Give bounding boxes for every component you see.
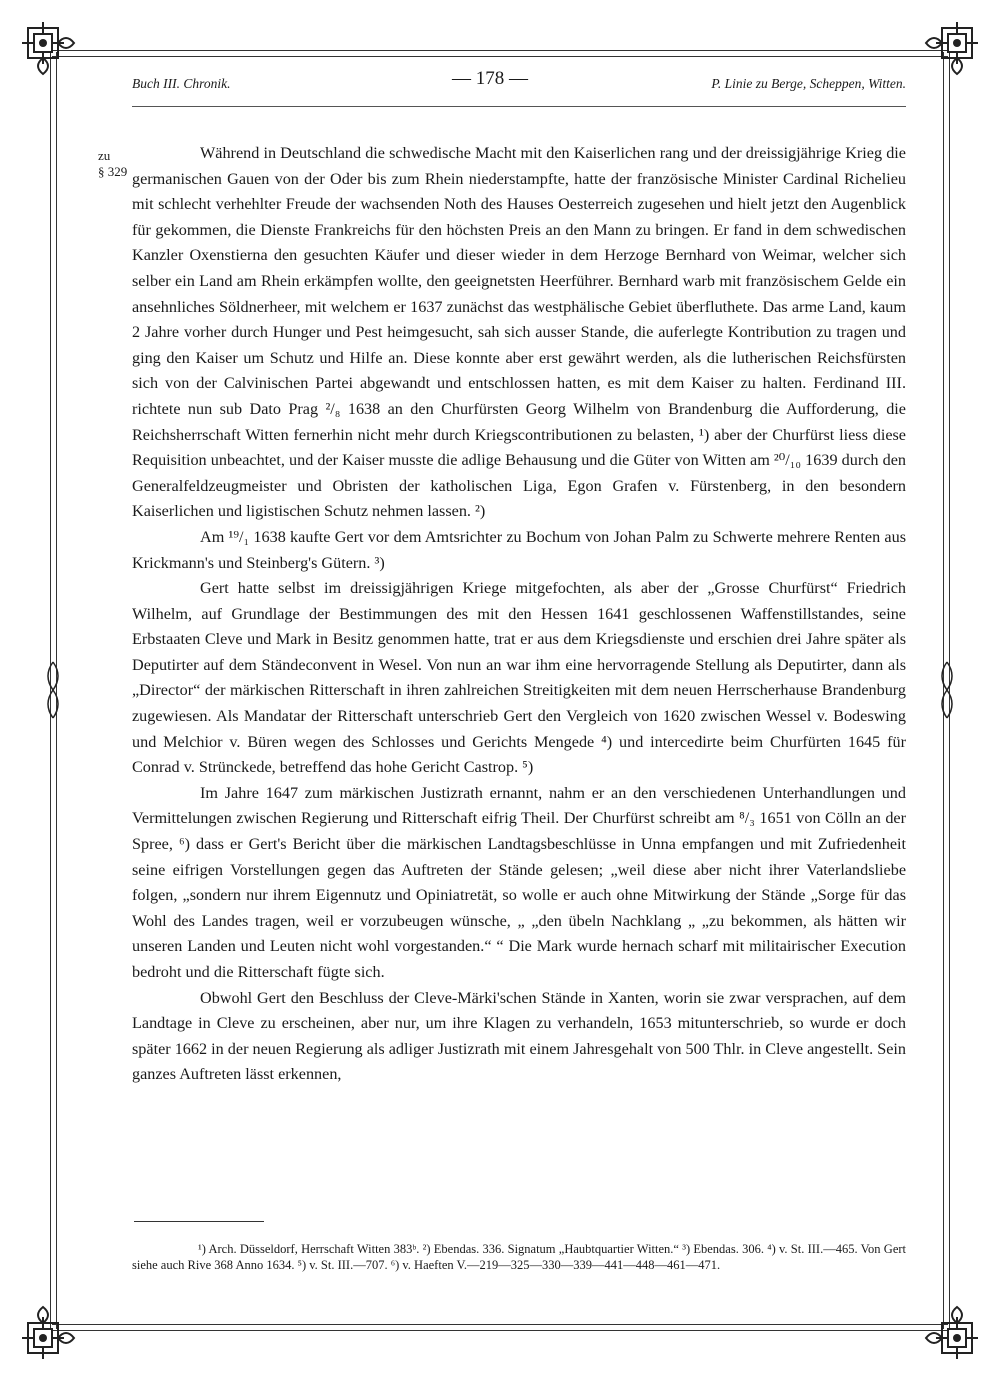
side-ornament-icon <box>934 660 960 720</box>
body-text <box>132 141 906 1088</box>
corner-ornament-icon <box>20 1291 90 1361</box>
header-book-title: Buch III. Chronik. <box>132 76 231 91</box>
header-rule <box>132 106 906 107</box>
paragraph: Gert hatte selbst im dreissigjährigen Kriege mitgefochten, als aber der „Grosse Churfürst“ Friedrich Wilhelm, auf Grundlage der Bestimmungen des mit den Hessen 1641 geschlossenen Waffenstillstandes, seine Erbstaaten Cleve und Mark in Besitz genommen hatte, trat er aus dem Kriegsdienste und erschien drei Jahre später als Deputirter auf dem Ständeconvent in Wesel. Von nun an war ihm eine hervorragende Stellung als Deputirter, dann als „Director“ der märkischen Ritterschaft in ihren zahlreichen Streitigkeiten mit dem neuen Herrscherhause Brandenburg zugewiesen. Als Mandatar der Ritterschaft unterschrieb Gert den Vergleich von 1620 zwischen Wessel v. Bodeswing und Melchior v. Büren wegen des Schlosses und Gerichts Mengede ⁴) und intercedirte beim Churfürten 1645 für Conrad v. Strünckede, betreffend das hohe Gericht Castrop. ⁵) <box>132 579 906 777</box>
frame-line-top-outer <box>52 50 948 51</box>
header-section-title: P. Linie zu Berge, Scheppen, Witten. <box>711 76 906 91</box>
side-ornament-icon <box>40 660 66 720</box>
running-header <box>132 66 906 98</box>
paragraph: Am ¹⁹/₁ 1638 kaufte Gert vor dem Amtsrichter zu Bochum von Johan Palm zu Schwerte mehrere Renten aus Krickmann's und Steinberg's Gütern. ³) <box>132 527 906 572</box>
footnotes <box>132 1242 906 1273</box>
corner-ornament-icon <box>910 20 980 90</box>
corner-ornament-icon <box>910 1291 980 1361</box>
margin-note <box>98 148 127 180</box>
margin-note-line: § 329 <box>98 164 128 179</box>
footnote-text: ¹) Arch. Düsseldorf, Herrschaft Witten 383ᵇ. ²) Ebendas. 336. Signatum „Haubtquartier Witten.“ ³) Ebendas. 306. ⁴) v. St. III.—465. Von Gert siehe auch Rive 368 Anno 1634. ⁵) v. St. III.—707. ⁶) v. Haeften V.—219—325—330—339—441—448—461—471. <box>132 1242 906 1272</box>
paragraph: Während in Deutschland die schwedische Macht mit den Kaiserlichen rang und der dreissigjährige Krieg die germanischen Gauen von der Oder bis zum Rhein niederstampfte, hatte der französische Minister Cardinal Richelieu mit schlecht verhehlter Freude der wachsenden Noth des Hauses Oesterreich zugesehen und hielt jetzt den Augenblick für gekommen, die Dienste Frankreichs für den höchsten Preis an den Mann zu bringen. Er fand in dem schwedischen Kanzler Oxenstierna den gesuchten Käufer und dieser wieder in dem Herzoge Bernhard von Weimar, welcher sich selber ein Land am Rhein erkämpfen wollte, den geeignetsten Heerführer. Bernhard warb mit französischem Gelde ein ansehnliches Söldnerheer, mit welchem er 1637 zunächst das westphälische Gebiet überfluthete. Das arme Land, kaum 2 Jahre vorher durch Hunger und Pest heimgesucht, sah sich ausser Stande, die auferlegte Kontribution zu tragen und ging den Kaiser um Schutz und Hilfe an. Diese konnte aber erst gewährt werden, als die lutherischen Reichsfürsten sich von der Calvinischen Partei abgewandt und entschlossen hatten, es mit dem Kaiser zu halten. Ferdinand III. richtete nun sub Dato Prag ²/₈ 1638 an den Churfürsten Georg Wilhelm von Brandenburg die Aufforderung, die Reichsherrschaft Witten fernerhin nicht mehr durch Kriegscontributionen zu belasten, ¹) aber der Churfürst liess diese Requisition unbeachtet, und der Kaiser musste die adlige Behausung und die Güter von Witten am ²⁰/₁₀ 1639 durch den Generalfeldzeugmeister und Obristen der katholischen Liga, Egon Grafen v. Fürstenberg, in den besondern Kaiserlichen und ligistischen Schutz nehmen lassen. ²) <box>132 144 906 521</box>
paragraph: Im Jahre 1647 zum märkischen Justizrath ernannt, nahm er an den verschiedenen Unterhandlungen und Vermittelungen zwischen Regierung und Ritterschaft eifrig Theil. Der Churfürst schreibt am ⁸/₃ 1651 von Cölln an der Spree, ⁶) dass er Gert's Bericht über die märkischen Landtagsbeschlüsse in Unna empfangen und mit Zufriedenheit seine eifrigen Vorstellungen gegen das Auftreten der Stände gelesen; „weil diese aber nicht ihrer Vaterlandsliebe folgen, „sondern nur ihrem Eigennutz und Opiniatretät, so wolle er auch ohne Mitwirkung der Stände „Sorge für das Wohl des Landes tragen, weil er vorzubeugen wünsche, „ „den übeln Nachklang „ „zu bekommen, als hätten wir unseren Landen und Leuten nicht wohl vorgestanden.“ “ Die Mark wurde hernach scharf mit militairischer Execution bedroht und die Ritterschaft fügte sich. <box>132 783 906 981</box>
frame-line-top-inner <box>52 56 948 57</box>
margin-note-line: zu <box>98 148 111 163</box>
frame-line-bottom-inner <box>52 1324 948 1325</box>
paragraph: Obwohl Gert den Beschluss der Cleve-Märki'schen Stände in Xanten, worin sie zwar versprachen, auf dem Landtage in Cleve zu erscheinen, aber nur, um ihre Klagen zu verhandeln, 1653 mitunterschrieb, so wurde er doch später 1662 in der neuen Regierung als adliger Justizrath mit einem Jahresgehalt von 500 Thlr. in Cleve angestellt. Sein ganzes Auftreten lässt erkennen, <box>132 988 906 1084</box>
page-number: — 178 — <box>452 68 528 89</box>
corner-ornament-icon <box>20 20 90 90</box>
footnote-rule <box>134 1221 264 1222</box>
frame-line-bottom-outer <box>52 1330 948 1331</box>
